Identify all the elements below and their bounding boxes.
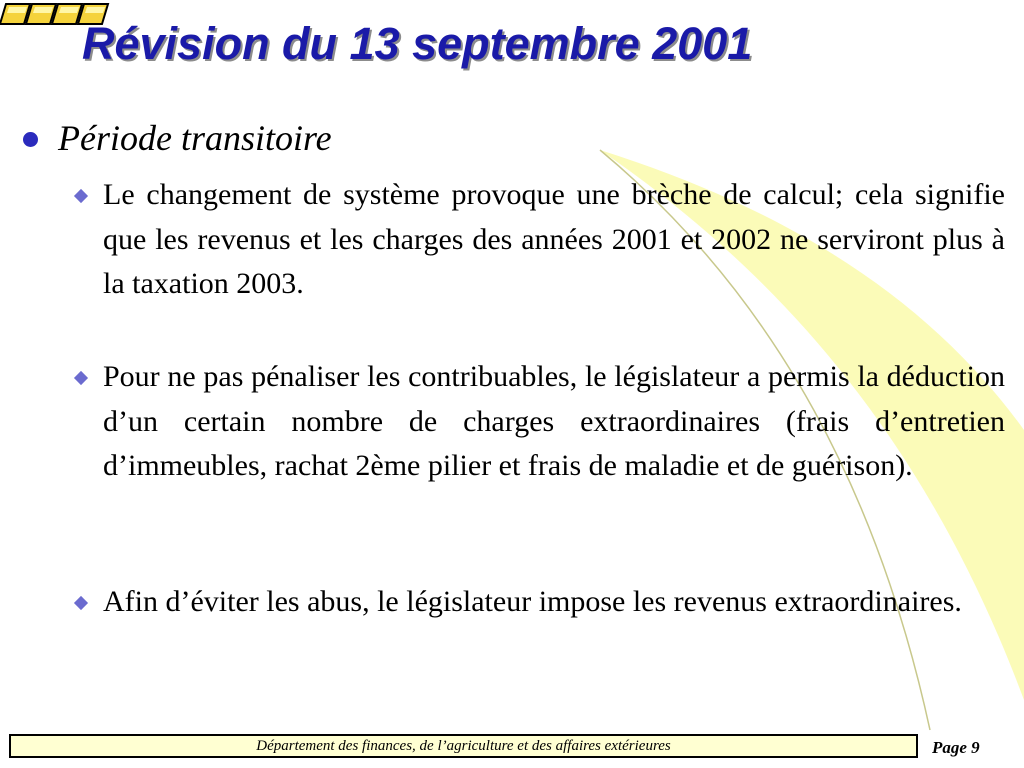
list-item: Le changement de système provoque une brèche de calcul; cela signifie que les revenus et les charges des années 2001 et 2002 ne serviront plus à la taxation 2003. <box>103 178 1005 300</box>
footer-text: Département des finances, de l’agriculture et des affaires extérieures <box>256 737 671 754</box>
round-bullet-icon <box>23 132 38 147</box>
diamond-bullet-icon <box>74 189 88 203</box>
footer-bar <box>9 734 918 758</box>
list-item: Pour ne pas pénaliser les contribuables, le législateur a permis la déduction d’un certain nombre de charges extraordinaires (frais d’entretien d’immeubles, rachat 2ème pilier et frais de maladie et de guérison). <box>103 360 1005 482</box>
page-number: Page 9 <box>932 738 980 757</box>
diamond-bullet-icon <box>74 596 88 610</box>
list-item: Afin d’éviter les abus, le législateur impose les revenus extraordinaires. <box>103 585 962 618</box>
section-heading: Période transitoire <box>58 118 332 158</box>
slide-title: Révision du 13 septembre 2001 <box>82 18 753 69</box>
diamond-bullet-icon <box>74 371 88 385</box>
